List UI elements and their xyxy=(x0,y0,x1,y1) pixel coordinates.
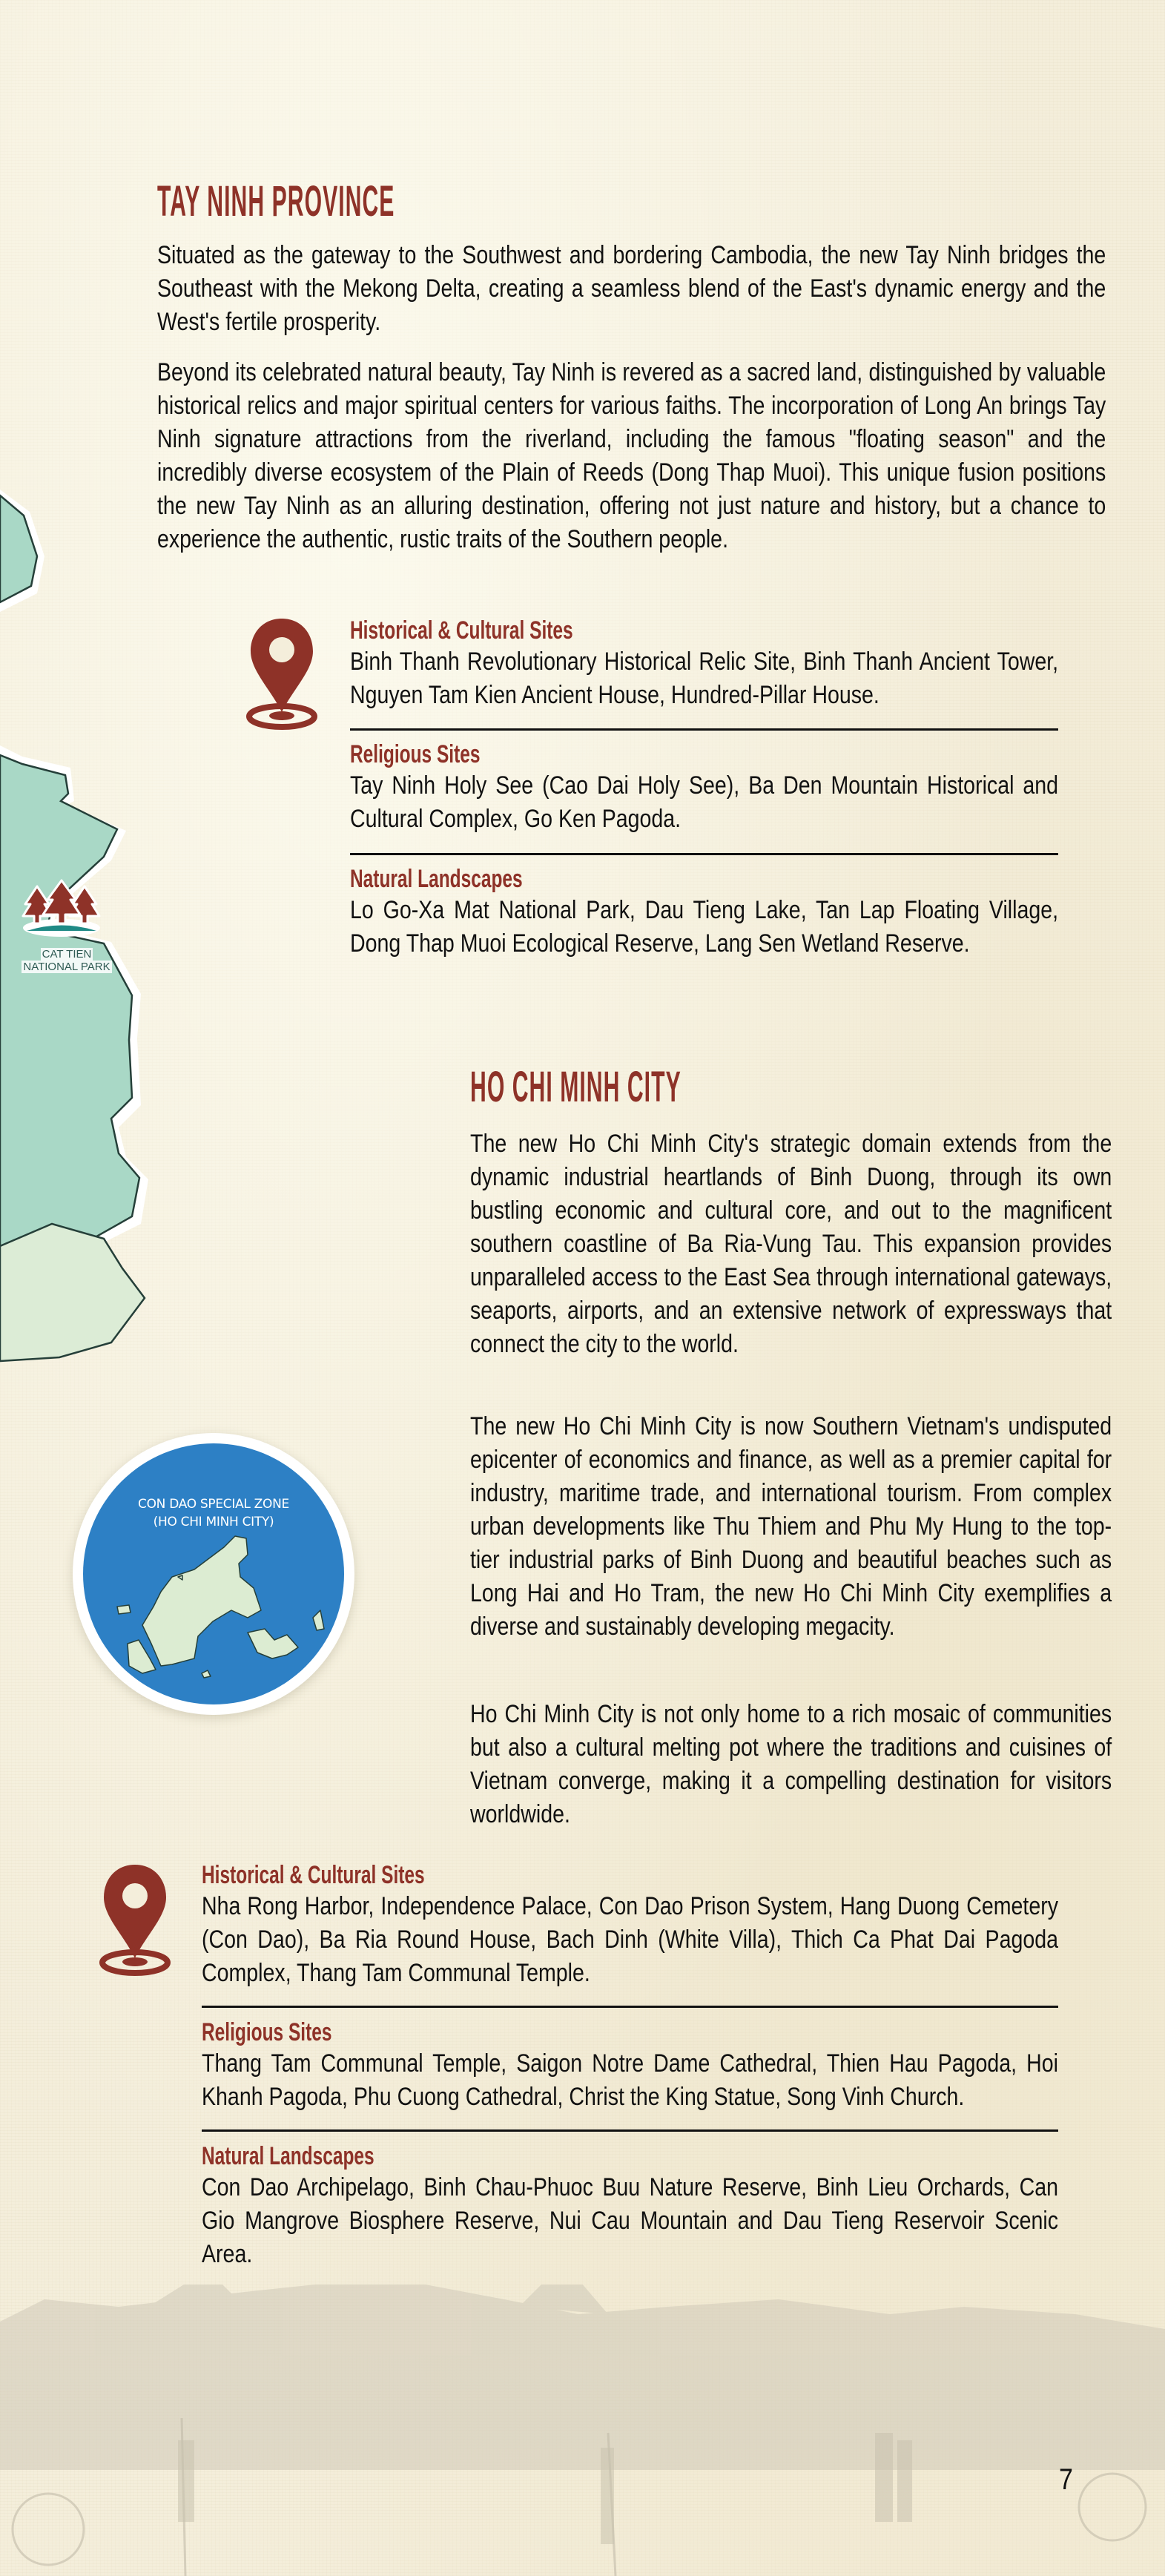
hcmc-religious-sites xyxy=(202,2017,1058,2114)
divider xyxy=(202,2129,1058,2132)
divider xyxy=(350,853,1058,855)
cat-tien-map-label xyxy=(7,948,126,973)
tay-ninh-body-paragraph xyxy=(157,356,1106,556)
divider xyxy=(350,728,1058,731)
tay-ninh-heading: TAY NINH PROVINCE xyxy=(157,177,395,225)
location-pin-icon xyxy=(245,617,319,730)
divider xyxy=(202,2006,1058,2008)
con-dao-label xyxy=(83,1495,344,1531)
category-text: Con Dao Archipelago, Binh Chau-Phuoc Buu Nature Reserve, Binh Lieu Orchards, Can Gio Mangrove Biosphere Reserve, Nui Cau Mountain and Dau Tieng Reservoir Scenic Area. xyxy=(202,2173,1058,2268)
category-text: Binh Thanh Revolutionary Historical Relic Site, Binh Thanh Ancient Tower, Nguyen Tam Kien Ancient House, Hundred-Pillar House. xyxy=(350,648,1059,709)
tay-ninh-religious-sites xyxy=(350,739,1058,836)
con-dao-islands-map xyxy=(83,1443,344,1704)
category-text: Tay Ninh Holy See (Cao Dai Holy See), Ba Den Mountain Historical and Cultural Complex, Go Ken Pagoda. xyxy=(350,771,1059,833)
con-dao-label-line1: CON DAO SPECIAL ZONE xyxy=(138,1497,289,1512)
cat-tien-label-line2: NATIONAL PARK xyxy=(23,961,110,973)
category-title: Natural Landscapes xyxy=(350,865,523,893)
tay-ninh-natural-landscapes xyxy=(350,864,1058,961)
tay-ninh-intro-paragraph xyxy=(157,239,1106,339)
hcmc-paragraph-1: The new Ho Chi Minh City's strategic domain extends from the dynamic industrial heartlands of Binh Duong, through its own bustling economic and cultural core, and out to the magnificent southern coastline of Ba Ria-Vung Tau. This expansion provides unparalleled access to the East Sea through international gateways, seaports, airports, and an extensive network of expressways that connect the city to the world. xyxy=(470,1130,1112,1358)
hcmc-paragraph-block-2 xyxy=(470,1410,1112,1644)
hcmc-heading: HO CHI MINH CITY xyxy=(470,1063,681,1111)
category-title: Historical & Cultural Sites xyxy=(350,616,573,645)
category-title: Historical & Cultural Sites xyxy=(202,1861,425,1889)
category-title: Natural Landscapes xyxy=(202,2142,374,2170)
hcmc-natural-landscapes xyxy=(202,2141,1058,2271)
con-dao-inset-map xyxy=(73,1433,354,1715)
hcmc-historical-sites xyxy=(202,1860,1058,1990)
con-dao-label-line2: (HO CHI MINH CITY) xyxy=(153,1515,274,1529)
tay-ninh-paragraph-1: Situated as the gateway to the Southwest and bordering Cambodia, the new Tay Ninh bridges the Southeast with the Mekong Delta, creating a seamless blend of the East's dynamic energy and the West's fertile prosperity. xyxy=(157,241,1106,336)
location-pin-icon xyxy=(98,1863,172,1976)
pine-trees-icon xyxy=(21,879,102,938)
hcmc-paragraph-3: Ho Chi Minh City is not only home to a rich mosaic of communities but also a cultural melting pot where the traditions and cuisines of Vietnam converge, making it a compelling destination for visitors worldwide. xyxy=(470,1700,1112,1828)
hcmc-paragraph-block-1 xyxy=(470,1127,1112,1361)
cat-tien-label-line1: CAT TIEN xyxy=(42,948,92,961)
category-text: Nha Rong Harbor, Independence Palace, Con Dao Prison System, Hang Duong Cemetery (Con Dao), Ba Ria Round House, Bach Dinh (White Villa), Thich Ca Phat Dai Pagoda Complex, Thang Tam Communal Temple. xyxy=(202,1892,1058,1987)
category-text: Thang Tam Communal Temple, Saigon Notre Dame Cathedral, Thien Hau Pagoda, Hoi Khanh Pagoda, Phu Cuong Cathedral, Christ the King Statue, Song Vinh Church. xyxy=(202,2049,1058,2111)
hcmc-paragraph-block-3 xyxy=(470,1698,1112,1831)
background-market-photo xyxy=(0,2285,1165,2576)
category-text: Lo Go-Xa Mat National Park, Dau Tieng Lake, Tan Lap Floating Village, Dong Thap Muoi Ecological Reserve, Lang Sen Wetland Reserve. xyxy=(350,896,1059,958)
tay-ninh-historical-sites xyxy=(350,616,1058,712)
page-number: 7 xyxy=(1059,2463,1073,2496)
hcmc-paragraph-2: The new Ho Chi Minh City is now Southern Vietnam's undisputed epicenter of economics and finance, as well as a premier capital for industry, maritime trade, and international tourism. From complex urban developments like Thu Thiem and Phu My Hung to the top-tier industrial parks of Binh Duong and beautiful beaches such as Long Hai and Ho Tram, the new Ho Chi Minh City exemplifies a diverse and sustainably developing megacity. xyxy=(470,1412,1112,1641)
category-title: Religious Sites xyxy=(350,740,481,768)
tay-ninh-paragraph-2: Beyond its celebrated natural beauty, Tay Ninh is revered as a sacred land, distinguished by valuable historical relics and major spiritual centers for various faiths. The incorporation of Long An brings Tay Ninh signature attractions from the riverland, including the famous "floating season" and the incredibly diverse ecosystem of the Plain of Reeds (Dong Thap Muoi). This unique fusion positions the new Tay Ninh as an alluring destination, offering not just nature and history, but a chance to experience the authentic, rustic traits of the Southern people. xyxy=(157,358,1106,553)
category-title: Religious Sites xyxy=(202,2018,332,2046)
